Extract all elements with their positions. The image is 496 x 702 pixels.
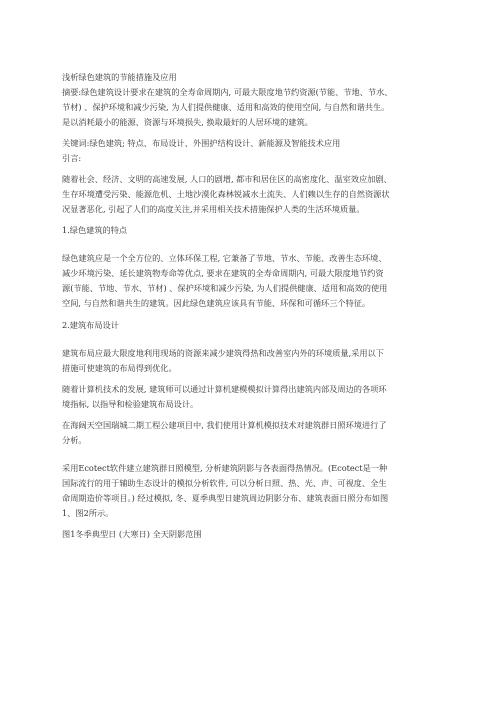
keywords-paragraph: 关键词:绿色建筑; 特点、布局设计、外围护结构设计、新能源及智能技术应用 引言: [62, 138, 341, 163]
abstract-paragraph: 摘要:绿色建筑设计要求在建筑的全寿命周期内, 可最大限度地节约资源(节能、节地、节水、 节材) 、保护环境和减少污染, 为人们提供健康、适用和高效的使用空间, 与自然和谐共生。 是以消耗最小的能源、资源与环境损失, 换取最好的人居环境的建筑。 [62, 87, 393, 127]
section-2-paragraph-3: 在海阔天空国瑞城二期工程公建项目中, 我们使用计算机模拟技术对建筑群日照环境进行了 分析。 [62, 420, 387, 445]
intro-paragraph: 随着社会、经济、文明的高速发展, 人口的剧增, 都市和居住区的高密度化、温室效应加剧、 生存环境遭受污染、能源危机、土地沙漠化森林锐减水土流失、人们赖以生存的自然资源状 况显著恶化, 引起了人们的高度关注,并采用相关技术措施保护人类的生活环境质量。 [62, 174, 392, 214]
section-2-paragraph-2: 随着计算机技术的发展, 建筑师可以通过计算机建模模拟计算得出建筑内部及周边的各项环 境指标, 以指导和检验建筑布局设计。 [62, 384, 387, 409]
document-title: 浅析绿色建筑的节能措施及应用 [62, 72, 177, 82]
section-1-paragraph: 绿色建筑应是一个全方位的、立体环保工程, 它兼备了节地、节水、节能、改善生态环境、 减少环境污染、延长建筑物寿命等优点, 要求在建筑的全寿命周期内, 可最大限度地节约资 源(节能、节地、节水、节材) 、保护环境和减少污染, 为人们提供健康、适用和高效的使用 空间, 与自然和谐共生的建筑。因此绿色建筑应该具有节能、环保和可循环三个特征。 [62, 253, 388, 308]
section-2-paragraph-1: 建筑布局应最大限度地利用现场的资源来减少建筑得热和改善室内外的环境质量,采用以下 措施可使建筑的布局得到优化。 [62, 348, 384, 373]
section-2-heading: 2.建筑布局设计 [62, 320, 119, 330]
section-1-heading: 1.绿色建筑的特点 [62, 225, 128, 235]
figure-1-caption: 图1冬季典型日 (大寒日) 全天阴影范围 [62, 529, 202, 539]
section-2-paragraph-4: 采用Ecotect软件建立建筑群日照模型, 分析建筑阴影与各表面得热情况。(Ecotect是一种 国际流行的用于辅助生态设计的模拟分析软件, 可以分析日照、热、光、声、可视度、全生 命周期造价等项目。) 经过模拟, 冬、夏季典型日建筑周边阴影分布、建筑表面日照分布如图 1、图2所示。 [62, 463, 389, 518]
